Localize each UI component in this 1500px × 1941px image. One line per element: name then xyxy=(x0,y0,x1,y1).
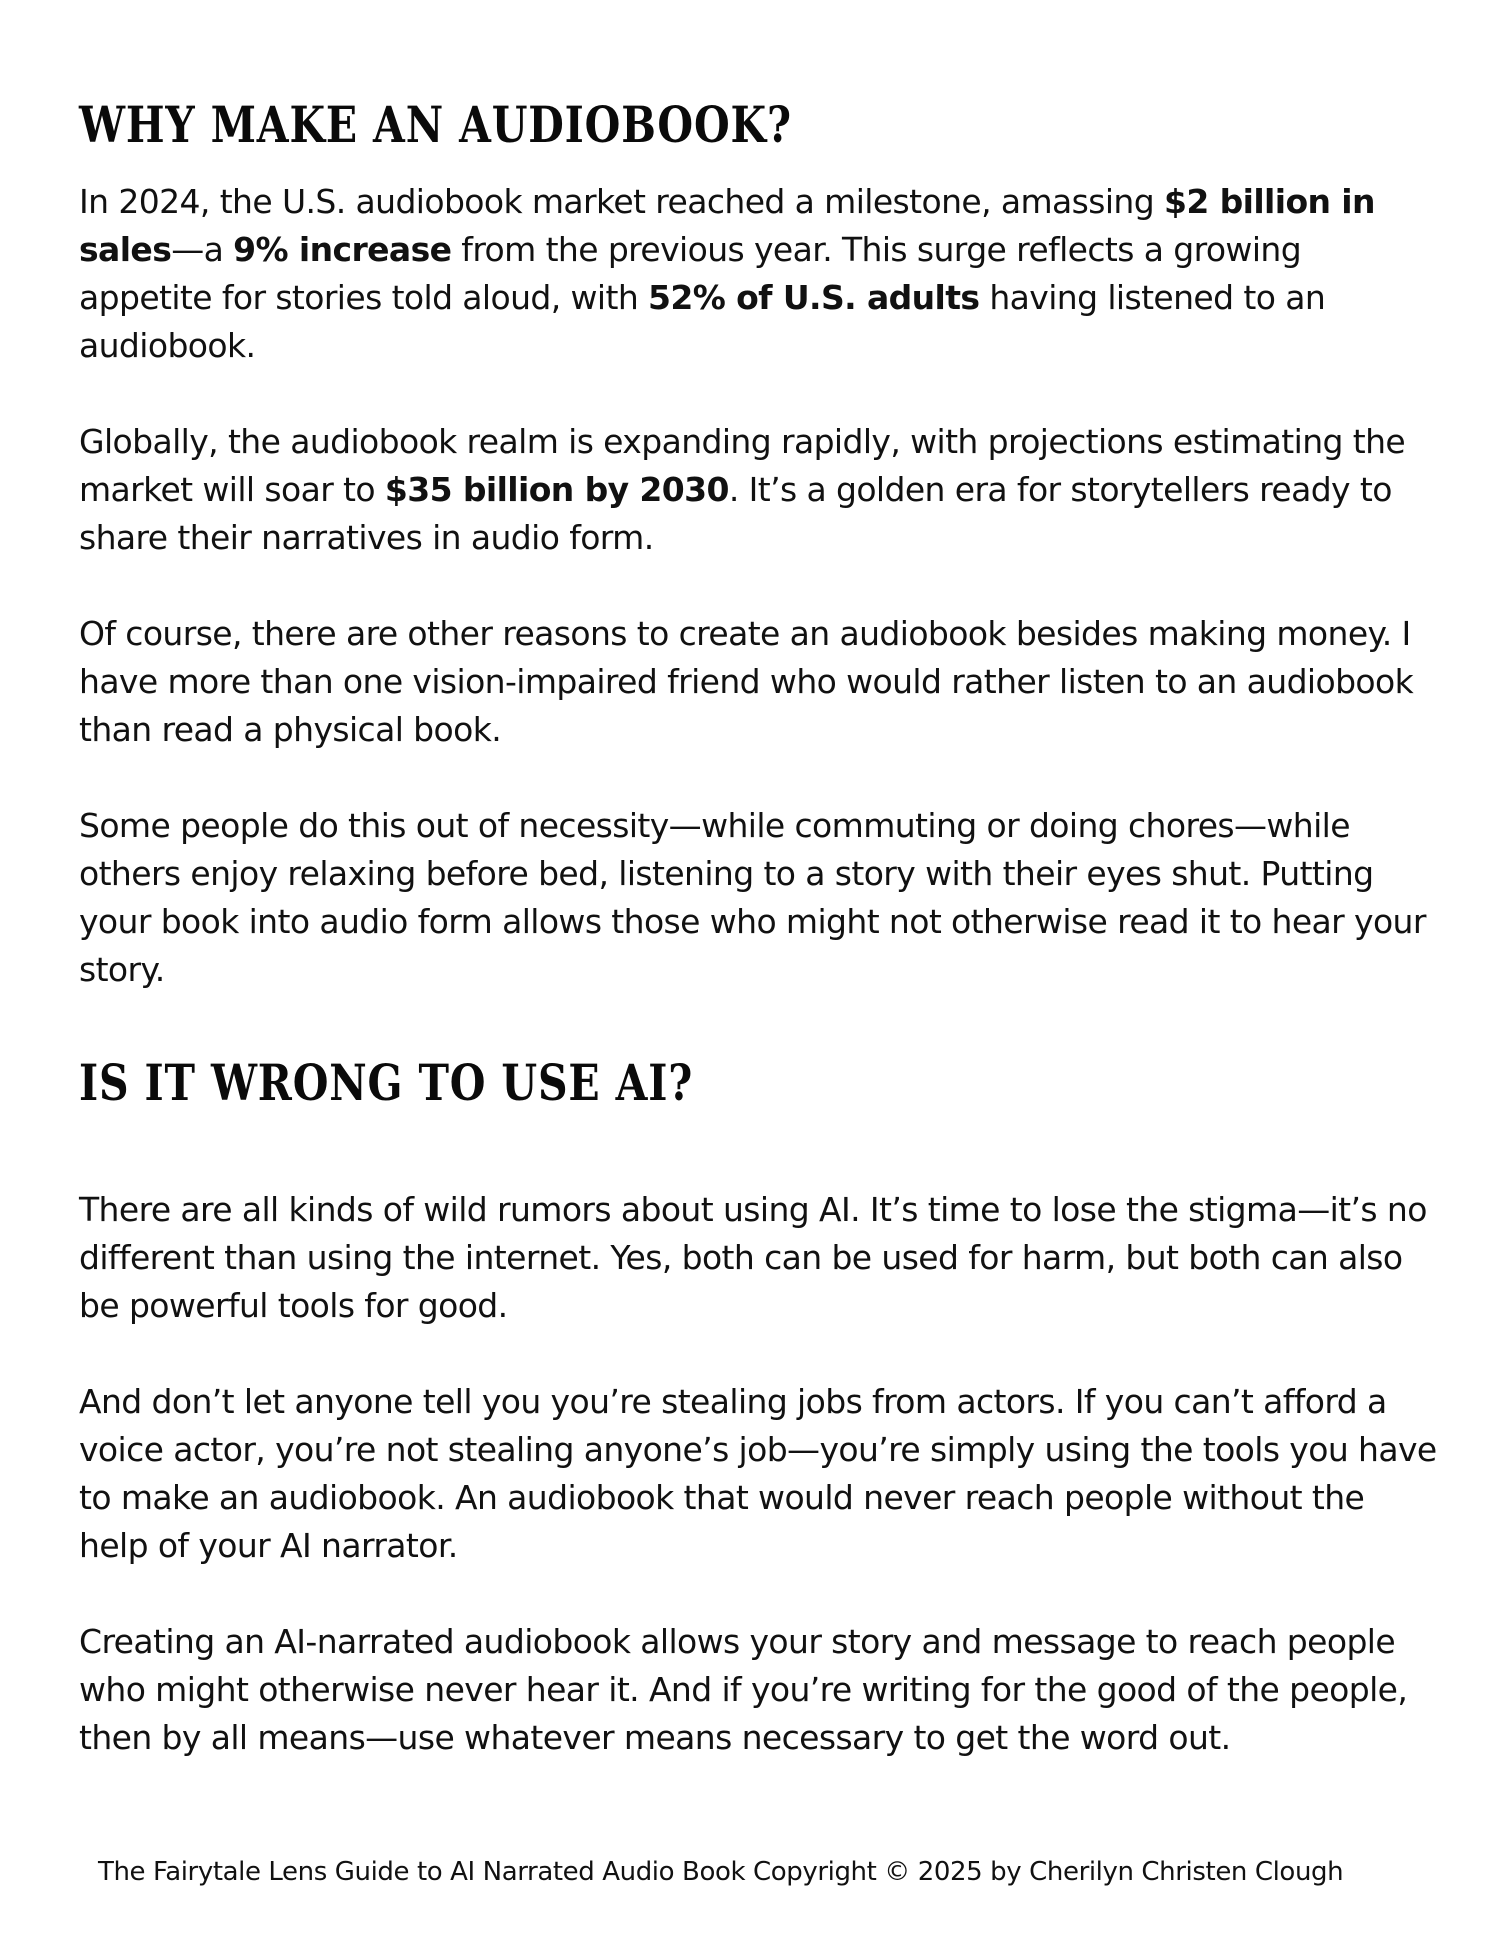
bold-projection-figure: $35 billion by 2030 xyxy=(384,470,729,509)
paragraph-market-stats xyxy=(79,178,1439,370)
paragraph-ai-rumors: There are all kinds of wild rumors about using AI. It’s time to lose the stigma—it’s no different than using the internet. Yes, both can be used for harm, but both can also be powerful tools for good. xyxy=(79,1190,1427,1325)
section-heading-why-make-audiobook: WHY MAKE AN AUDIOBOOK? xyxy=(79,95,792,154)
bold-adults-figure: 52% of U.S. adults xyxy=(648,278,980,317)
text-run: Globally, the audiobook realm is expanding rapidly, with projections estimating the market will soar to xyxy=(79,422,1406,509)
page-footer-copyright: The Fairytale Lens Guide to AI Narrated Audio Book Copyright © 2025 by Cherilyn Christen Clough xyxy=(98,1857,1344,1887)
paragraph-ai-narrated-reach: Creating an AI-narrated audiobook allows your story and message to reach people who might otherwise never hear it. And if you’re writing for the good of the people, then by all means—use whatever means necessary to get the word out. xyxy=(79,1622,1408,1757)
paragraph-necessity: Some people do this out of necessity—while commuting or doing chores—while others enjoy relaxing before bed, listening to a story with their eyes shut. Putting your book into audio form allows those who might not otherwise read it to hear your story. xyxy=(79,806,1426,989)
text-run: . It’s a golden era for storytellers ready to share their narratives in audio form. xyxy=(79,470,1392,557)
section-heading-is-it-wrong-ai: IS IT WRONG TO USE AI? xyxy=(79,1053,694,1112)
bold-increase-figure: 9% increase xyxy=(233,230,452,269)
paragraph-other-reasons: Of course, there are other reasons to create an audiobook besides making money. I have more than one vision-impaired friend who would rather listen to an audiobook than read a physical book. xyxy=(79,614,1414,749)
bold-sales-figure: $2 billion in sales xyxy=(79,182,1375,269)
text-run: —a xyxy=(171,230,234,269)
text-run: In 2024, the U.S. audiobook market reached a milestone, amassing xyxy=(79,182,1164,221)
paragraph-stealing-jobs: And don’t let anyone tell you you’re stealing jobs from actors. If you can’t afford a voice actor, you’re not stealing anyone’s job—you’re simply using the tools you have to make an audiobook. An audiobook that would never reach people without the help of your AI narrator. xyxy=(79,1382,1437,1565)
text-run: having listened to an audiobook. xyxy=(79,278,1326,365)
document-page xyxy=(79,0,1439,1941)
text-run: from the previous year. This surge reflects a growing appetite for stories told aloud, with xyxy=(79,230,1302,317)
paragraph-global-projection xyxy=(79,418,1439,562)
